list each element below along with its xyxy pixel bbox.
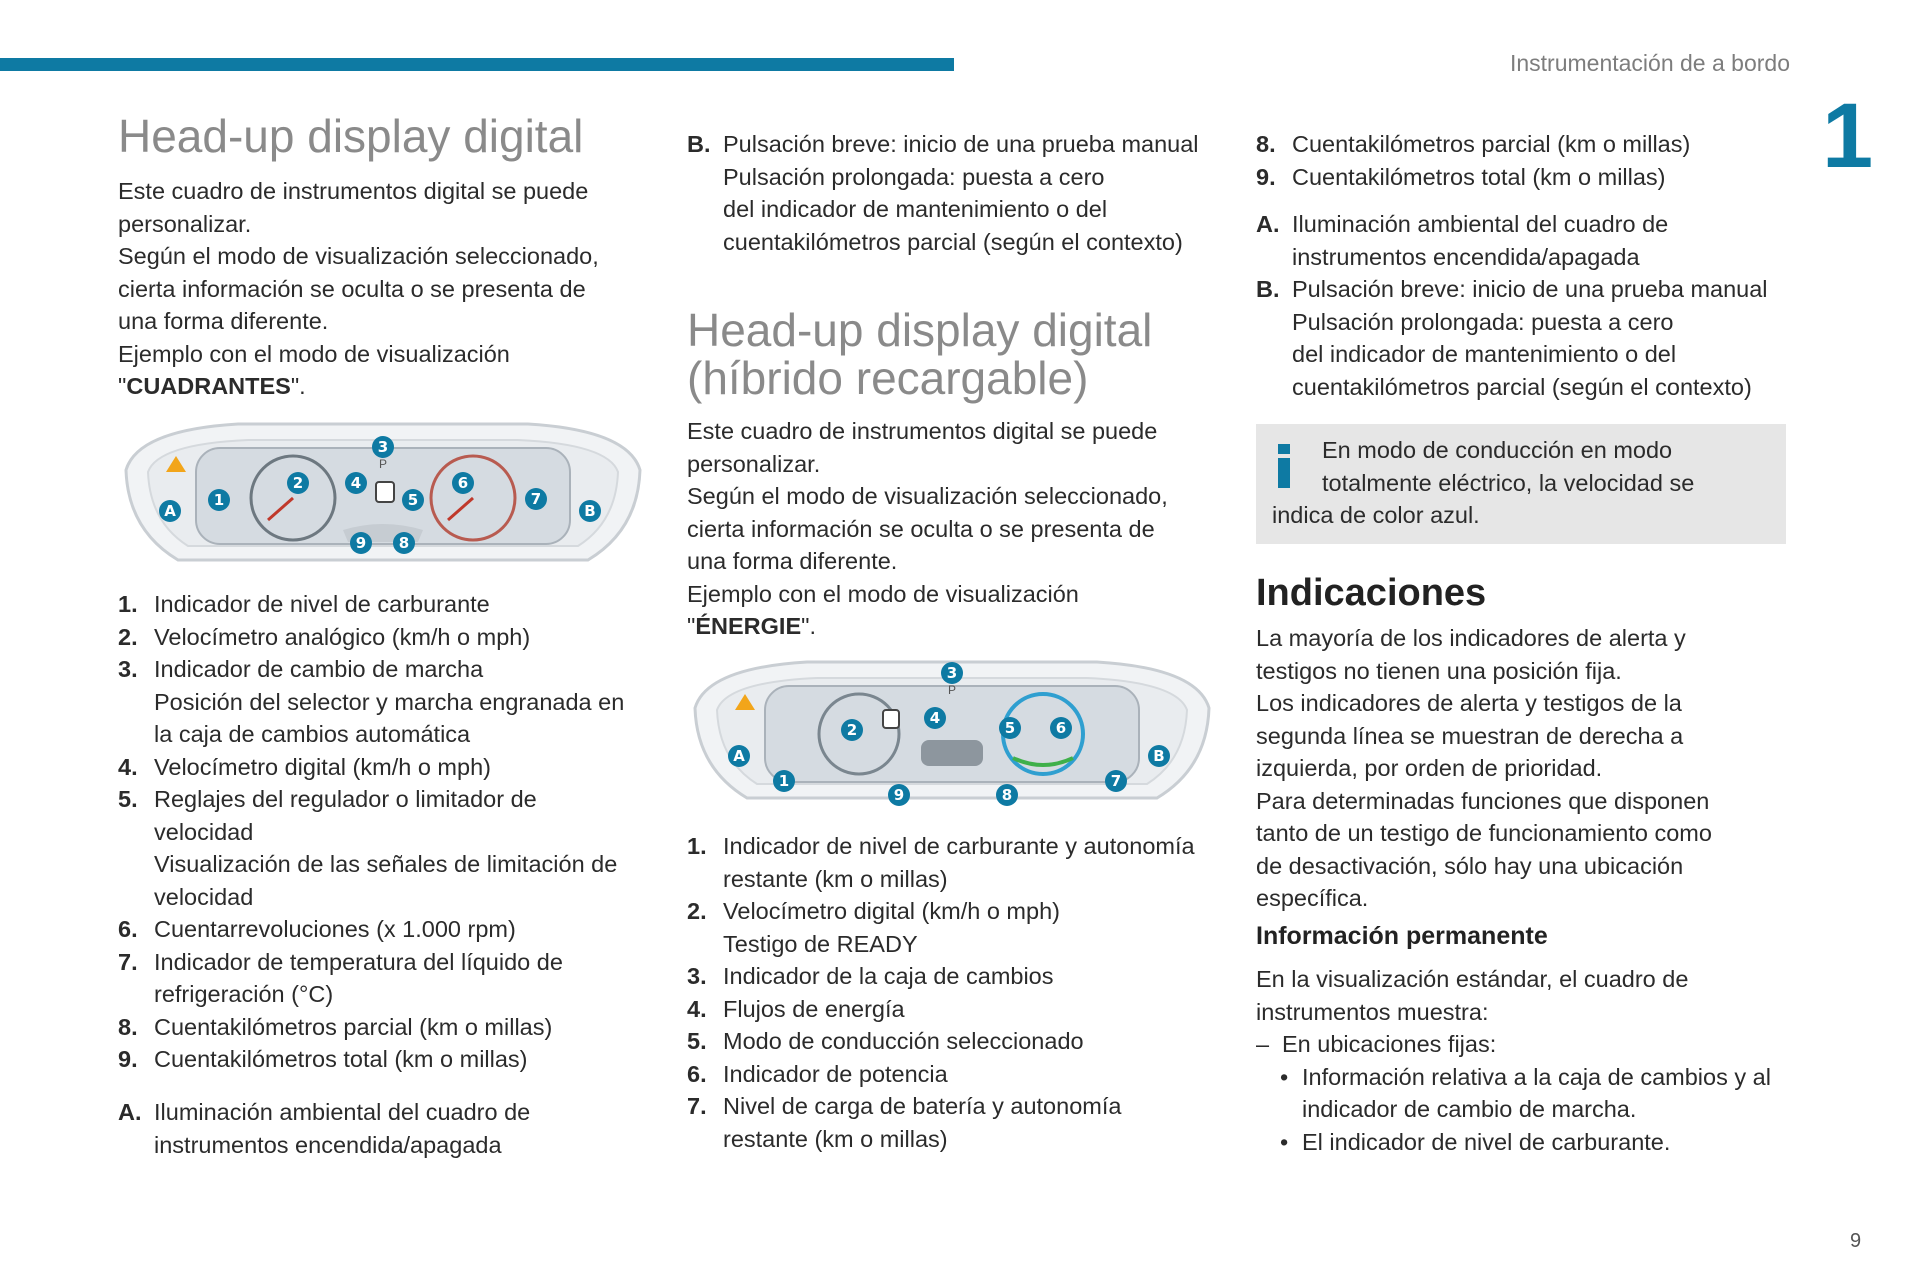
svg-text:3: 3: [377, 438, 389, 456]
section1-intro: [118, 175, 678, 403]
legend-list-cuadrantes: [118, 588, 678, 1076]
indicaciones-paragraph: La mayoría de los indicadores de alerta y testigos no tienen una posición fija. Los indicadores de alerta y testigos de la segunda línea se muestran de derecha a izquierda, por orden de prioridad. Para determinadas funciones que disponen tanto de un testigo de funcionamiento como de desactivación, sólo hay una ubicación específica.: [1256, 625, 1712, 911]
marker-3: [941, 662, 963, 684]
svg-text:2: 2: [292, 474, 304, 492]
mode-name: ÉNERGIE: [695, 613, 802, 639]
svg-text:9: 9: [355, 534, 367, 552]
mode-line: "ÉNERGIE".: [687, 613, 816, 639]
svg-text:8: 8: [398, 534, 410, 552]
svg-text:A: A: [733, 747, 745, 765]
info-line: En modo de conducción en modo: [1322, 437, 1673, 463]
list-item: 7. Indicador de temperatura del líquido de refrigeración (°C): [118, 948, 563, 1007]
svg-text:2: 2: [846, 721, 858, 739]
marker-p-label: P: [947, 683, 957, 697]
list-item: 5. Reglajes del regulador o limitador de velocidad Visualización de las señales de limitación de velocidad: [118, 786, 618, 910]
intro-line: Según el modo de visualización seleccionado,: [118, 243, 599, 269]
intro-line: Ejemplo con el modo de visualización: [118, 340, 510, 367]
svg-text:6: 6: [1055, 719, 1067, 737]
intro-line: Este cuadro de instrumentos digital se puede: [687, 418, 1158, 444]
marker-4: [345, 472, 367, 494]
legend-letters-continued: [687, 128, 1247, 258]
marker-6: [1050, 717, 1072, 739]
list-item: 3. Indicador de cambio de marcha Posición del selector y marcha engranada en la caja de cambios automática: [118, 656, 625, 747]
mode-line: "CUADRANTES".: [118, 373, 306, 399]
intro-line: una forma diferente.: [687, 548, 898, 574]
list-item: 1. Indicador de nivel de carburante y autonomía restante (km o millas): [687, 833, 1195, 892]
svg-text:4: 4: [929, 709, 941, 727]
legend-list-energie: [687, 830, 1247, 1155]
section-title-hybrid: Head-up display digital (híbrido recargable): [687, 304, 1153, 405]
list-item: A. Iluminación ambiental del cuadro de instrumentos encendida/apagada: [118, 1099, 531, 1158]
info-line: indica de color azul.: [1272, 502, 1480, 528]
list-item: 9. Cuentakilómetros total (km o millas): [118, 1046, 528, 1072]
svg-text:B: B: [1153, 747, 1165, 765]
svg-text:7: 7: [530, 490, 542, 508]
mode-name: CUADRANTES: [126, 373, 291, 399]
list-item: 4. Flujos de energía: [687, 995, 905, 1022]
marker-7: [1105, 770, 1127, 792]
marker-7: [525, 488, 547, 510]
list-item: B. Pulsación breve: inicio de una prueba manual Pulsación prolongada: puesta a cero del indicador de mantenimiento o del cuentakilómetros parcial (según el contexto): [687, 131, 1199, 255]
list-item: • Información relativa a la caja de cambios y al indicador de cambio de marcha.: [1280, 1063, 1771, 1122]
list-item: 8. Cuentakilómetros parcial (km o millas): [118, 1013, 553, 1040]
marker-4: [924, 707, 946, 729]
intro-line: cierta información se oculta o se presenta de: [687, 515, 1155, 542]
legend-letters-energie: [1256, 208, 1816, 403]
svg-text:8: 8: [1001, 786, 1013, 804]
list-item: 3. Indicador de la caja de cambios: [687, 963, 1054, 989]
intro-line: una forma diferente.: [118, 308, 329, 334]
svg-text:1: 1: [778, 772, 790, 790]
svg-text:7: 7: [1110, 772, 1122, 790]
info-line: totalmente eléctrico, la velocidad se: [1322, 469, 1695, 496]
bullet-list: [1256, 1061, 1816, 1159]
list-item: 2. Velocímetro digital (km/h o mph) Testigo de READY: [687, 898, 1060, 957]
list-item: 4. Velocímetro digital (km/h o mph): [118, 753, 491, 780]
list-item: A. Iluminación ambiental del cuadro de instrumentos encendida/apagada: [1256, 211, 1669, 270]
info-note: [1256, 424, 1786, 544]
intro-line: personalizar.: [118, 210, 252, 237]
marker-a: [159, 500, 181, 522]
svg-text:5: 5: [1004, 719, 1016, 737]
dash-item: – En ubicaciones fijas:: [1256, 1031, 1497, 1057]
list-item: B. Pulsación breve: inicio de una prueba manual Pulsación prolongada: puesta a cero del indicador de mantenimiento o del cuentakilómetros parcial (según el contexto): [1256, 276, 1768, 400]
marker-2: [287, 472, 309, 494]
intro-line: personalizar.: [687, 450, 821, 477]
list-item: 7. Nivel de carga de batería y autonomía restante (km o millas): [687, 1093, 1122, 1152]
cluster-diagram-cuadrantes: [118, 410, 648, 585]
list-item: • El indicador de nivel de carburante.: [1280, 1128, 1671, 1155]
marker-5: [999, 717, 1021, 739]
marker-6: [452, 472, 474, 494]
list-item: 6. Cuentarrevoluciones (x 1.000 rpm): [118, 916, 516, 942]
marker-3: [372, 436, 394, 458]
intro-line: cierta información se oculta o se presenta de: [118, 275, 586, 302]
permanent-info: En la visualización estándar, el cuadro de instrumentos muestra: – En ubicaciones fijas: • Información relativa a la caja de cambios y al indicador de cambio de marcha. • El indicador de nivel de carburante.: [1256, 963, 1816, 1158]
svg-text:A: A: [164, 502, 176, 520]
chapter-number: 1: [1822, 85, 1874, 187]
svg-text:5: 5: [407, 491, 419, 509]
svg-text:B: B: [584, 502, 596, 520]
legend-letters-cuadrantes: [118, 1096, 678, 1161]
intro-line: Según el modo de visualización seleccionado,: [687, 483, 1168, 509]
marker-b: [1148, 745, 1170, 767]
marker-b: [579, 500, 601, 522]
marker-p-label: P: [378, 457, 388, 471]
intro-line: Este cuadro de instrumentos digital se puede: [118, 178, 589, 204]
list-item: 6. Indicador de potencia: [687, 1060, 948, 1087]
list-item: 5. Modo de conducción seleccionado: [687, 1028, 1084, 1054]
marker-a: [728, 745, 750, 767]
marker-5: [402, 489, 424, 511]
page-number: 9: [1850, 1230, 1862, 1252]
marker-8: [393, 532, 415, 554]
legend-list-energie-continued: [1256, 128, 1816, 193]
marker-8: [996, 784, 1018, 806]
svg-text:9: 9: [893, 786, 905, 804]
list-item: 1. Indicador de nivel de carburante: [118, 591, 490, 617]
list-item: 9. Cuentakilómetros total (km o millas): [1256, 163, 1666, 190]
section2-intro: [687, 415, 1247, 643]
section-title-hud: Head-up display digital: [118, 110, 584, 162]
list-item: 8. Cuentakilómetros parcial (km o millas): [1256, 131, 1691, 157]
running-head: Instrumentación de a bordo: [1509, 50, 1790, 76]
intro-line: Ejemplo con el modo de visualización: [687, 580, 1079, 607]
svg-text:1: 1: [213, 491, 225, 509]
marker-9: [350, 532, 372, 554]
marker-1: [773, 770, 795, 792]
marker-1: [208, 489, 230, 511]
header-accent-bar: [0, 58, 954, 71]
marker-2: [841, 719, 863, 741]
section-title-indicaciones: Indicaciones: [1256, 572, 1487, 614]
cluster-diagram-energie: [687, 648, 1217, 823]
marker-9: [888, 784, 910, 806]
list-item: 2. Velocímetro analógico (km/h o mph): [118, 623, 531, 650]
svg-text:6: 6: [457, 474, 469, 492]
subtitle-informacion-permanente: Información permanente: [1256, 922, 1548, 950]
svg-text:3: 3: [946, 664, 958, 682]
svg-text:4: 4: [350, 474, 362, 492]
info-icon: [1278, 444, 1292, 488]
